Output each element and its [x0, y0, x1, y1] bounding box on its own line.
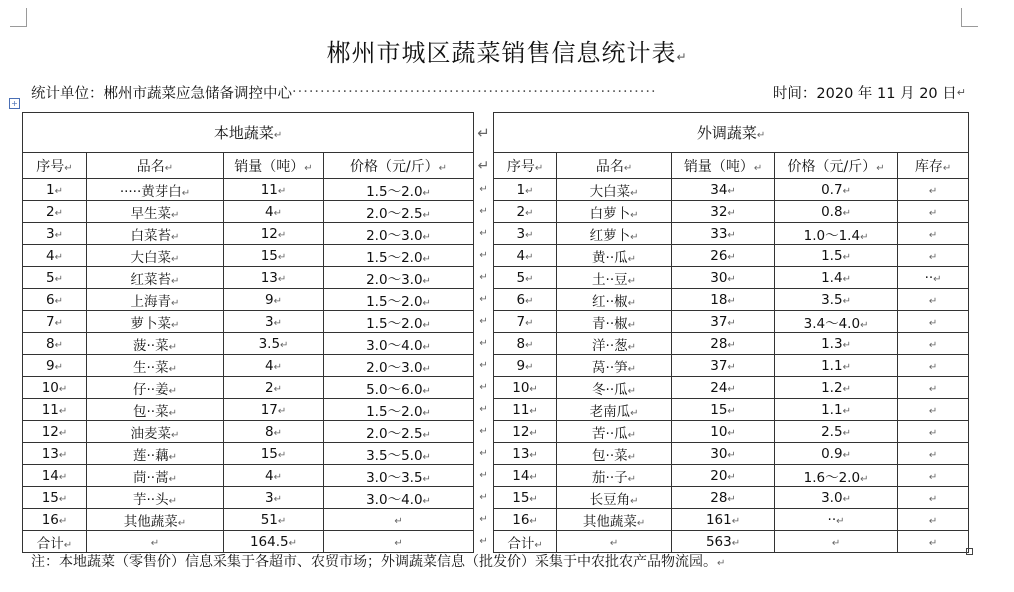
- outside-cell[interactable]: 12↵: [494, 421, 557, 443]
- outside-cell[interactable]: 15↵: [672, 399, 775, 421]
- local-cell[interactable]: 15↵: [23, 487, 87, 509]
- local-cell[interactable]: 12↵: [23, 421, 87, 443]
- table-row: [23, 311, 969, 333]
- local-cell[interactable]: 2.0～3.0↵: [324, 223, 474, 245]
- local-cell[interactable]: 13↵: [224, 267, 324, 289]
- local-cell[interactable]: 7↵: [23, 311, 87, 333]
- table-row: [23, 267, 969, 289]
- local-cell[interactable]: 其他蔬菜↵: [87, 509, 224, 531]
- outside-cell[interactable]: ↵: [898, 245, 969, 267]
- meta-line[interactable]: [31, 82, 966, 102]
- outside-cell[interactable]: 老南瓜↵: [557, 399, 672, 421]
- outside-cell[interactable]: ↵: [898, 223, 969, 245]
- local-cell[interactable]: 1.5～2.0↵: [324, 289, 474, 311]
- outside-cell[interactable]: 14↵: [494, 465, 557, 487]
- local-cell[interactable]: 3.0～4.0↵: [324, 333, 474, 355]
- local-cell[interactable]: 4↵: [224, 201, 324, 223]
- outside-cell[interactable]: 1.1↵: [775, 399, 898, 421]
- local-cell[interactable]: 4↵: [23, 245, 87, 267]
- gap-cell: ↵: [474, 377, 494, 399]
- outside-cell[interactable]: 37↵: [672, 311, 775, 333]
- local-cell[interactable]: 11↵: [224, 179, 324, 201]
- local-cell[interactable]: 生··菜↵: [87, 355, 224, 377]
- outside-cell[interactable]: 黄··瓜↵: [557, 245, 672, 267]
- gap-cell: ↵: [474, 509, 494, 531]
- outside-cell[interactable]: 3↵: [494, 223, 557, 245]
- local-cell[interactable]: 白菜苔↵: [87, 223, 224, 245]
- table-row: [23, 201, 969, 223]
- outside-column-header[interactable]: 品名↵: [557, 153, 672, 179]
- gap-cell: ↵: [474, 399, 494, 421]
- outside-cell[interactable]: 20↵: [672, 465, 775, 487]
- local-total-cell[interactable]: ↵: [87, 531, 224, 553]
- outside-cell[interactable]: 26↵: [672, 245, 775, 267]
- table-row: [23, 399, 969, 421]
- table-row: [23, 333, 969, 355]
- local-cell[interactable]: 3.0～3.5↵: [324, 465, 474, 487]
- table-row: [23, 443, 969, 465]
- gap-cell: ↵: [474, 179, 494, 201]
- date-value: 2020 年 11 月 20 日: [816, 85, 957, 102]
- outside-column-header[interactable]: 库存↵: [898, 153, 969, 179]
- outside-cell[interactable]: 30↵: [672, 443, 775, 465]
- gap-cell: ↵: [474, 201, 494, 223]
- outside-cell[interactable]: 红··椒↵: [557, 289, 672, 311]
- unit-label: 统计单位：: [31, 85, 104, 102]
- gap-cell: ↵: [474, 311, 494, 333]
- local-column-header[interactable]: 序号↵: [23, 153, 87, 179]
- local-total-cell[interactable]: 164.5↵: [224, 531, 324, 553]
- outside-total-cell[interactable]: ↵: [775, 531, 898, 553]
- local-cell[interactable]: 4↵: [224, 355, 324, 377]
- outside-cell[interactable]: 苦··瓜↵: [557, 421, 672, 443]
- outside-cell[interactable]: 3.5↵: [775, 289, 898, 311]
- local-cell[interactable]: 1.5～2.0↵: [324, 245, 474, 267]
- outside-cell[interactable]: 28↵: [672, 487, 775, 509]
- outside-cell[interactable]: 30↵: [672, 267, 775, 289]
- gap-cell: ↵: [474, 267, 494, 289]
- local-cell[interactable]: 1.5～2.0↵: [324, 311, 474, 333]
- outside-cell[interactable]: 18↵: [672, 289, 775, 311]
- gap-cell: ↵: [474, 289, 494, 311]
- title-text: 郴州市城区蔬菜销售信息统计表: [326, 39, 677, 67]
- local-cell[interactable]: ↵: [324, 509, 474, 531]
- outside-cell[interactable]: 2↵: [494, 201, 557, 223]
- outside-cell[interactable]: 1.0～1.4↵: [775, 223, 898, 245]
- local-cell[interactable]: 莲··藕↵: [87, 443, 224, 465]
- local-group-title[interactable]: 本地蔬菜↵: [23, 113, 474, 153]
- table-row: [23, 355, 969, 377]
- outside-cell[interactable]: 大白菜↵: [557, 179, 672, 201]
- local-cell[interactable]: 上海青↵: [87, 289, 224, 311]
- outside-cell[interactable]: ↵: [898, 465, 969, 487]
- outside-cell[interactable]: 0.7↵: [775, 179, 898, 201]
- local-cell[interactable]: 油麦菜↵: [87, 421, 224, 443]
- local-cell[interactable]: 2.0～2.5↵: [324, 421, 474, 443]
- local-column-header[interactable]: 品名↵: [87, 153, 224, 179]
- table-row: [23, 421, 969, 443]
- outside-cell[interactable]: 4↵: [494, 245, 557, 267]
- outside-cell[interactable]: ↵: [898, 333, 969, 355]
- unit-value: 郴州市蔬菜应急储备调控中心: [103, 85, 292, 102]
- local-cell[interactable]: 15↵: [224, 245, 324, 267]
- footnote[interactable]: [31, 551, 725, 571]
- local-total-cell[interactable]: 合计↵: [23, 531, 87, 553]
- gap-cell: ↵: [474, 421, 494, 443]
- table-row: [23, 509, 969, 531]
- outside-cell[interactable]: 2.5↵: [775, 421, 898, 443]
- local-cell[interactable]: 3↵: [224, 487, 324, 509]
- outside-cell[interactable]: 16↵: [494, 509, 557, 531]
- local-cell[interactable]: 3↵: [224, 311, 324, 333]
- footnote-text: 注：本地蔬菜（零售价）信息采集于各超市、农贸市场；外调蔬菜信息（批发价）采集于中农批农产品物流园。: [31, 554, 717, 570]
- outside-cell[interactable]: 37↵: [672, 355, 775, 377]
- outside-cell[interactable]: 6↵: [494, 289, 557, 311]
- date-label: 时间：: [772, 85, 817, 102]
- local-cell[interactable]: 仔··姜↵: [87, 377, 224, 399]
- local-cell[interactable]: 14↵: [23, 465, 87, 487]
- leader-dots: ·································································: [292, 84, 657, 100]
- column-header-row: [23, 153, 969, 179]
- outside-total-cell[interactable]: ↵: [898, 531, 969, 553]
- gap-cell: ↵: [474, 465, 494, 487]
- table-row: [23, 179, 969, 201]
- outside-cell[interactable]: 33↵: [672, 223, 775, 245]
- local-cell[interactable]: 4↵: [224, 465, 324, 487]
- local-cell[interactable]: 早生菜↵: [87, 201, 224, 223]
- outside-cell[interactable]: 34↵: [672, 179, 775, 201]
- local-column-header[interactable]: 销量（吨）↵: [224, 153, 324, 179]
- local-cell[interactable]: 11↵: [23, 399, 87, 421]
- outside-total-cell[interactable]: 合计↵: [494, 531, 557, 553]
- local-cell[interactable]: 包··菜↵: [87, 399, 224, 421]
- outside-cell[interactable]: ↵: [898, 179, 969, 201]
- outside-cell[interactable]: ↵: [898, 377, 969, 399]
- crop-mark-top-left: [10, 8, 27, 27]
- outside-cell[interactable]: 3.4～4.0↵: [775, 311, 898, 333]
- local-cell[interactable]: ·····黄芽白↵: [87, 179, 224, 201]
- outside-cell[interactable]: ··↵: [898, 267, 969, 289]
- local-cell[interactable]: 茼··蒿↵: [87, 465, 224, 487]
- outside-cell[interactable]: 1.2↵: [775, 377, 898, 399]
- outside-cell[interactable]: 洋··葱↵: [557, 333, 672, 355]
- table-row: [23, 487, 969, 509]
- local-cell[interactable]: 16↵: [23, 509, 87, 531]
- local-column-header[interactable]: 价格（元/斤）↵: [324, 153, 474, 179]
- table-move-handle-icon[interactable]: +: [9, 98, 20, 109]
- gap-cell: ↵: [474, 531, 494, 553]
- local-cell[interactable]: 红菜苔↵: [87, 267, 224, 289]
- outside-cell[interactable]: ↵: [898, 443, 969, 465]
- outside-cell[interactable]: ↵: [898, 355, 969, 377]
- local-cell[interactable]: 萝卜菜↵: [87, 311, 224, 333]
- gap-cell: ↵: [474, 333, 494, 355]
- outside-cell[interactable]: 10↵: [494, 377, 557, 399]
- outside-cell[interactable]: 15↵: [494, 487, 557, 509]
- outside-cell[interactable]: ↵: [898, 421, 969, 443]
- local-cell[interactable]: 51↵: [224, 509, 324, 531]
- local-cell[interactable]: 6↵: [23, 289, 87, 311]
- local-cell[interactable]: 3↵: [23, 223, 87, 245]
- crop-mark-top-right: [961, 8, 978, 27]
- table-row: [23, 465, 969, 487]
- outside-cell[interactable]: 土··豆↵: [557, 267, 672, 289]
- outside-total-cell[interactable]: 563↵: [672, 531, 775, 553]
- outside-cell[interactable]: 冬··瓜↵: [557, 377, 672, 399]
- local-cell[interactable]: 2.0～3.0↵: [324, 267, 474, 289]
- local-cell[interactable]: 17↵: [224, 399, 324, 421]
- outside-cell[interactable]: 1↵: [494, 179, 557, 201]
- outside-cell[interactable]: 长豆角↵: [557, 487, 672, 509]
- gap-cell: ↵: [474, 153, 494, 179]
- gap-cell: ↵: [474, 245, 494, 267]
- outside-cell[interactable]: 1.5↵: [775, 245, 898, 267]
- table-row: [23, 289, 969, 311]
- local-cell[interactable]: 8↵: [23, 333, 87, 355]
- outside-cell[interactable]: 红萝卜↵: [557, 223, 672, 245]
- outside-cell[interactable]: 13↵: [494, 443, 557, 465]
- vegetable-stats-table[interactable]: [22, 112, 969, 553]
- local-cell[interactable]: 大白菜↵: [87, 245, 224, 267]
- outside-cell[interactable]: 茄··子↵: [557, 465, 672, 487]
- outside-cell[interactable]: 1.4↵: [775, 267, 898, 289]
- outside-cell[interactable]: 5↵: [494, 267, 557, 289]
- outside-cell[interactable]: 24↵: [672, 377, 775, 399]
- local-cell[interactable]: 3.0～4.0↵: [324, 487, 474, 509]
- outside-cell[interactable]: 3.0↵: [775, 487, 898, 509]
- local-cell[interactable]: 3.5↵: [224, 333, 324, 355]
- outside-column-header[interactable]: 序号↵: [494, 153, 557, 179]
- gap-cell: ↵: [474, 113, 494, 153]
- local-cell[interactable]: 5↵: [23, 267, 87, 289]
- outside-cell[interactable]: 包··菜↵: [557, 443, 672, 465]
- outside-cell[interactable]: 莴··笋↵: [557, 355, 672, 377]
- local-cell[interactable]: 10↵: [23, 377, 87, 399]
- outside-group-title[interactable]: 外调蔬菜↵: [494, 113, 969, 153]
- table-row: [23, 245, 969, 267]
- local-cell[interactable]: 2.0～3.0↵: [324, 355, 474, 377]
- local-cell[interactable]: 13↵: [23, 443, 87, 465]
- gap-cell: ↵: [474, 355, 494, 377]
- stats-table-container: [22, 112, 968, 553]
- outside-cell[interactable]: 1.6～2.0↵: [775, 465, 898, 487]
- outside-cell[interactable]: 0.9↵: [775, 443, 898, 465]
- outside-cell[interactable]: 白萝卜↵: [557, 201, 672, 223]
- outside-cell[interactable]: 青··椒↵: [557, 311, 672, 333]
- outside-cell[interactable]: 10↵: [672, 421, 775, 443]
- document-title[interactable]: [0, 33, 1014, 68]
- outside-total-cell[interactable]: ↵: [557, 531, 672, 553]
- local-cell[interactable]: 3.5～5.0↵: [324, 443, 474, 465]
- local-cell[interactable]: 菠··菜↵: [87, 333, 224, 355]
- outside-cell[interactable]: ↵: [898, 289, 969, 311]
- outside-cell[interactable]: 1.1↵: [775, 355, 898, 377]
- local-cell[interactable]: 芋··头↵: [87, 487, 224, 509]
- outside-cell[interactable]: 1.3↵: [775, 333, 898, 355]
- local-cell[interactable]: 5.0～6.0↵: [324, 377, 474, 399]
- table-row: [23, 223, 969, 245]
- local-total-cell[interactable]: ↵: [324, 531, 474, 553]
- local-cell[interactable]: 15↵: [224, 443, 324, 465]
- local-cell[interactable]: 2↵: [23, 201, 87, 223]
- outside-cell[interactable]: ↵: [898, 399, 969, 421]
- local-cell[interactable]: 12↵: [224, 223, 324, 245]
- outside-cell[interactable]: 32↵: [672, 201, 775, 223]
- local-cell[interactable]: 2↵: [224, 377, 324, 399]
- local-cell[interactable]: 8↵: [224, 421, 324, 443]
- outside-column-header[interactable]: 销量（吨）↵: [672, 153, 775, 179]
- local-cell[interactable]: 1.5～2.0↵: [324, 399, 474, 421]
- outside-cell[interactable]: 8↵: [494, 333, 557, 355]
- local-cell[interactable]: 2.0～2.5↵: [324, 201, 474, 223]
- outside-cell[interactable]: 0.8↵: [775, 201, 898, 223]
- paragraph-mark: ↵: [956, 85, 966, 99]
- outside-cell[interactable]: ··↵: [775, 509, 898, 531]
- table-row: [23, 377, 969, 399]
- paragraph-mark: ↵: [676, 50, 688, 64]
- table-resize-handle-icon[interactable]: [966, 548, 973, 555]
- gap-cell: ↵: [474, 487, 494, 509]
- outside-cell[interactable]: ↵: [898, 201, 969, 223]
- outside-cell[interactable]: 28↵: [672, 333, 775, 355]
- outside-cell[interactable]: 161↵: [672, 509, 775, 531]
- paragraph-mark: ↵: [717, 558, 726, 569]
- table-body: [23, 113, 969, 553]
- gap-cell: ↵: [474, 223, 494, 245]
- outside-cell[interactable]: 9↵: [494, 355, 557, 377]
- outside-cell[interactable]: ↵: [898, 311, 969, 333]
- outside-cell[interactable]: 7↵: [494, 311, 557, 333]
- local-cell[interactable]: 1↵: [23, 179, 87, 201]
- local-cell[interactable]: 9↵: [224, 289, 324, 311]
- outside-cell[interactable]: 其他蔬菜↵: [557, 509, 672, 531]
- gap-cell: ↵: [474, 443, 494, 465]
- outside-column-header[interactable]: 价格（元/斤）↵: [775, 153, 898, 179]
- outside-cell[interactable]: ↵: [898, 487, 969, 509]
- group-header-row: [23, 113, 969, 153]
- local-cell[interactable]: 1.5～2.0↵: [324, 179, 474, 201]
- local-cell[interactable]: 9↵: [23, 355, 87, 377]
- total-row: [23, 531, 969, 553]
- outside-cell[interactable]: 11↵: [494, 399, 557, 421]
- outside-cell[interactable]: ↵: [898, 509, 969, 531]
